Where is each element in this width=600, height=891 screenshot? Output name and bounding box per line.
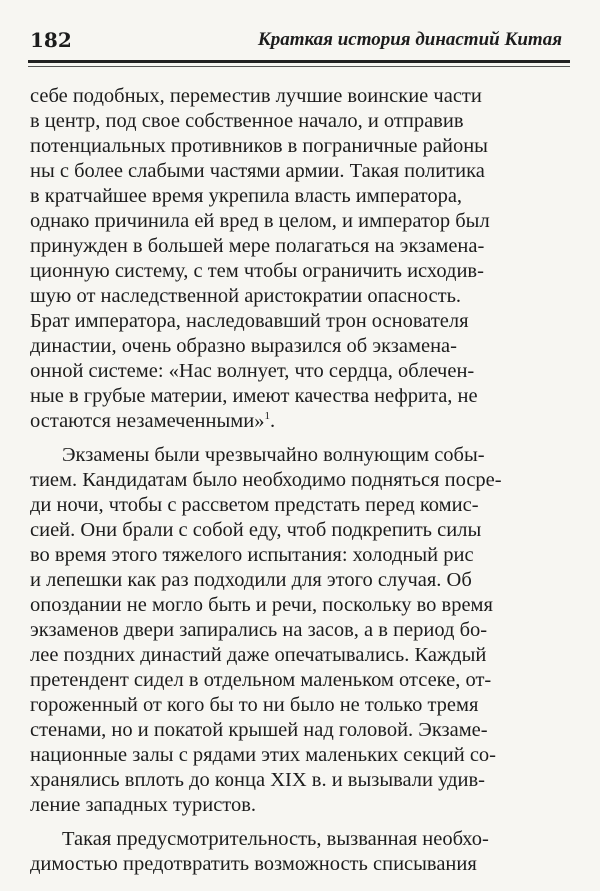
line-text: лее поздних династий даже опечатывались. Каждый xyxy=(30,644,487,666)
text-line xyxy=(30,234,568,259)
text-line xyxy=(30,718,568,743)
text-line xyxy=(30,284,568,309)
text-line xyxy=(30,793,568,818)
text-line xyxy=(30,543,568,568)
text-line xyxy=(30,359,568,384)
line-text: сией. Они брали с собой еду, чтоб подкрепить силы xyxy=(30,519,482,541)
text-line xyxy=(30,443,568,468)
line-text: шую от наследственной аристократии опасность. xyxy=(30,285,462,307)
line-text: во время этого тяжелого испытания: холодный рис xyxy=(30,544,474,566)
line-text: потенциальных противников в пограничные районы xyxy=(30,135,488,157)
text-line xyxy=(30,643,568,668)
text-line xyxy=(30,768,568,793)
text-line xyxy=(30,84,568,109)
line-text: и лепешки как раз подходили для этого случая. Об xyxy=(30,569,472,591)
text-line xyxy=(30,568,568,593)
text-line xyxy=(30,109,568,134)
text-line xyxy=(30,493,568,518)
line-text: ди ночи, чтобы с рассветом предстать перед комис- xyxy=(30,494,479,516)
header-rule-thin xyxy=(28,66,570,67)
line-text: онной системе: «Нас волнует, что сердца, облечен- xyxy=(30,360,475,382)
text-line xyxy=(30,209,568,234)
text-line xyxy=(30,827,568,852)
line-text: ны с более слабыми частями армии. Такая политика xyxy=(30,160,485,182)
line-text: однако причинила ей вред в целом, и император был xyxy=(30,210,490,232)
page-number: 182 xyxy=(30,28,72,52)
line-text: димостью предотвратить возможность списывания xyxy=(30,853,477,875)
paragraph xyxy=(30,84,568,434)
line-text: ление западных туристов. xyxy=(30,794,257,816)
line-text: тием. Кандидатам было необходимо подняться посре- xyxy=(30,469,502,491)
line-text: экзаменов двери запирались на засов, а в период бо- xyxy=(30,619,488,641)
line-text: опоздании не могло быть и речи, поскольку во время xyxy=(30,594,493,616)
header-rule xyxy=(28,60,570,63)
paragraph xyxy=(30,443,568,818)
text-line xyxy=(30,743,568,768)
text-line xyxy=(30,134,568,159)
line-text: принужден в большей мере полагаться на экзамена- xyxy=(30,235,485,257)
line-text: Такая предусмотрительность, вызванная необхо- xyxy=(62,828,489,850)
text-line xyxy=(30,852,568,877)
line-text: претендент сидел в отдельном маленьком отсеке, от- xyxy=(30,669,492,691)
line-text: гороженный от кого бы то ни было не только тремя xyxy=(30,694,479,716)
text-line xyxy=(30,334,568,359)
line-text: Брат императора, наследовавший трон основателя xyxy=(30,310,469,332)
line-text: стенами, но и покатой крышей над головой. Экзаме- xyxy=(30,719,488,741)
line-text: династии, очень образно выразился об экзамена- xyxy=(30,335,457,357)
text-line: остаются незамеченными»$^1$. xyxy=(30,410,276,432)
paragraph-gap xyxy=(30,818,568,827)
paragraph-gap xyxy=(30,434,568,443)
line-text: в кратчайшее время укрепила власть императора, xyxy=(30,185,463,207)
line-text: Экзамены были чрезвычайно волнующим собы- xyxy=(62,444,485,466)
page-header xyxy=(30,28,570,58)
line-text: остаются незамеченными» xyxy=(30,410,265,432)
text-line xyxy=(30,668,568,693)
running-title: Краткая история династий Китая xyxy=(257,29,562,50)
paragraph xyxy=(30,827,568,877)
line-text: хранялись вплоть до конца XIX в. и вызывали удив- xyxy=(30,769,485,791)
text-line xyxy=(30,618,568,643)
text-line xyxy=(30,159,568,184)
line-text: национные залы с рядами этих маленьких секций со- xyxy=(30,744,496,766)
text-line xyxy=(30,468,568,493)
line-text: ные в грубые материи, имеют качества нефрита, не xyxy=(30,385,478,407)
text-line xyxy=(30,693,568,718)
text-line xyxy=(30,384,568,409)
text-line xyxy=(30,259,568,284)
line-text: в центр, под свое собственное начало, и отправив xyxy=(30,110,464,132)
text-line xyxy=(30,593,568,618)
text-line xyxy=(30,518,568,543)
footnote-marker: 1 xyxy=(264,410,270,423)
text-line xyxy=(30,184,568,209)
body-text xyxy=(30,84,568,877)
line-text: себе подобных, переместив лучшие воинские части xyxy=(30,85,482,107)
line-text: ционную систему, с тем чтобы ограничить исходив- xyxy=(30,260,484,282)
text-line xyxy=(30,309,568,334)
